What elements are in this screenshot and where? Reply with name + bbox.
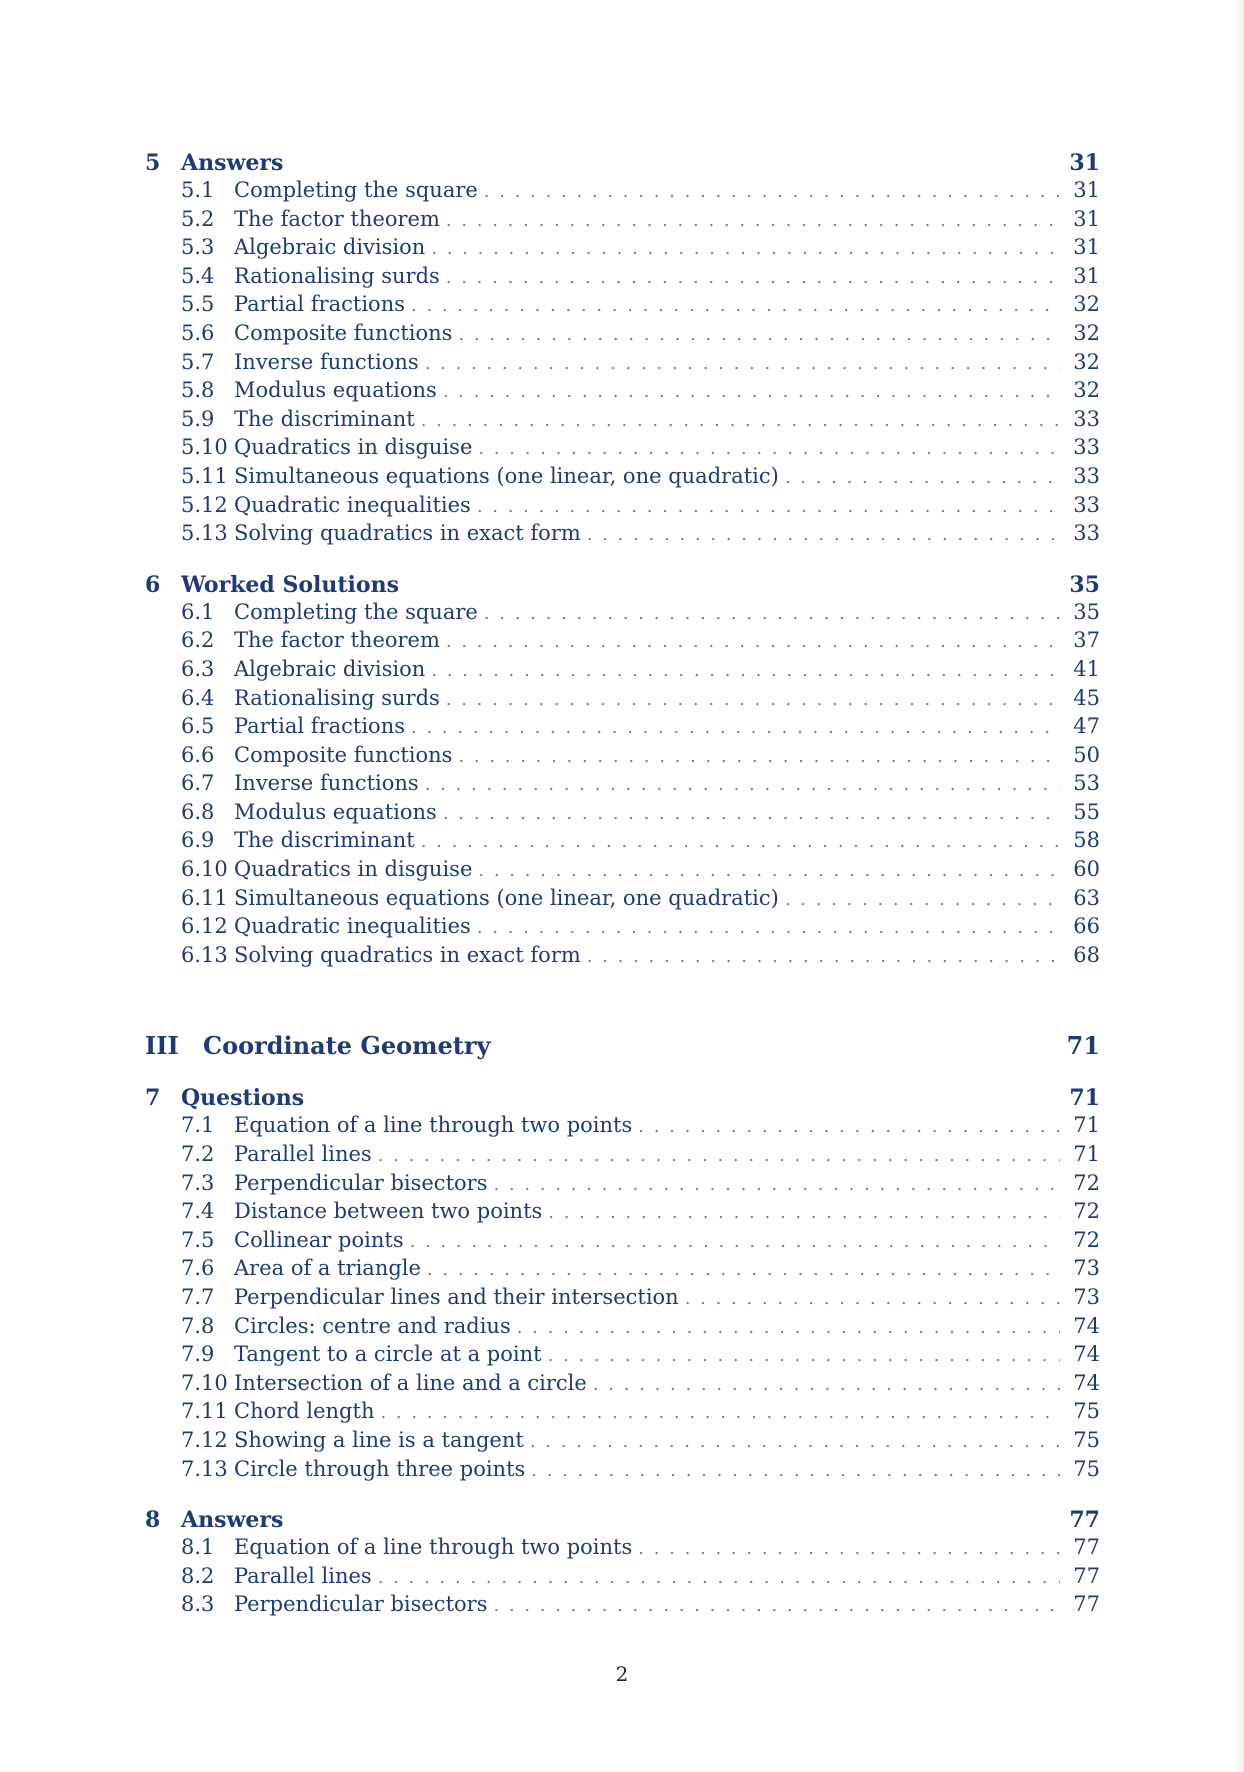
- toc-section-entry[interactable]: [145, 886, 1100, 915]
- section-title: Circle through three points: [234, 1456, 526, 1481]
- toc-group-part-iii: [145, 1085, 1100, 1621]
- section-number: 5.4: [181, 263, 215, 288]
- section-page-number: 58: [1073, 828, 1100, 853]
- section-title: Parallel lines: [234, 1142, 372, 1167]
- section-page-number: 72: [1073, 1199, 1100, 1224]
- section-page-number: 53: [1073, 771, 1100, 796]
- section-number: 7.5: [181, 1227, 215, 1252]
- section-page-number: 35: [1073, 599, 1100, 624]
- section-page-number: 32: [1073, 349, 1100, 374]
- dot-leader: [530, 1431, 1060, 1452]
- section-number: 8.3: [181, 1592, 215, 1617]
- dot-leader: [446, 267, 1060, 288]
- section-number: 5.3: [181, 235, 215, 260]
- section-number: 6.8: [181, 799, 215, 824]
- section-page-number: 33: [1073, 406, 1100, 431]
- toc-chapter: [145, 1507, 1100, 1621]
- chapter-title: Answers: [181, 1507, 284, 1534]
- section-page-number: 75: [1073, 1399, 1100, 1424]
- toc-section-entry[interactable]: [145, 435, 1100, 464]
- section-title: Partial fractions: [234, 714, 406, 739]
- section-page-number: 55: [1073, 799, 1100, 824]
- section-title: Rationalising surds: [234, 263, 440, 288]
- toc-section-entry[interactable]: [145, 264, 1100, 293]
- section-number: 5.1: [181, 178, 215, 202]
- dot-leader: [427, 1259, 1060, 1280]
- dot-leader: [638, 1538, 1060, 1559]
- dot-leader: [446, 631, 1060, 652]
- dot-leader: [378, 1145, 1060, 1166]
- toc-section-entry[interactable]: [145, 1228, 1100, 1257]
- section-number: 6.10: [181, 857, 228, 882]
- dot-leader: [478, 438, 1060, 459]
- dot-leader: [410, 1231, 1060, 1252]
- dot-leader: [593, 1374, 1060, 1395]
- chapter-number: 6: [145, 571, 161, 598]
- section-number: 5.8: [181, 378, 215, 403]
- dot-leader: [443, 803, 1060, 824]
- toc-section-entry[interactable]: [145, 493, 1100, 522]
- section-number: 6.3: [181, 656, 215, 681]
- section-number: 6.4: [181, 685, 215, 710]
- toc-section-entry[interactable]: [145, 743, 1100, 772]
- section-number: 7.6: [181, 1256, 215, 1281]
- section-title: Tangent to a circle at a point: [234, 1342, 542, 1367]
- section-page-number: 45: [1073, 685, 1100, 710]
- section-number: 7.3: [181, 1170, 215, 1195]
- chapter-title: Worked Solutions: [181, 571, 399, 598]
- toc-section-entry[interactable]: [145, 628, 1100, 657]
- toc-section-entry[interactable]: [145, 1428, 1100, 1457]
- dot-leader: [484, 181, 1060, 202]
- dot-leader: [431, 238, 1060, 259]
- section-page-number: 60: [1073, 857, 1100, 882]
- part-number: III: [145, 1031, 179, 1061]
- section-title: Intersection of a line and a circle: [234, 1370, 587, 1395]
- chapter-title: Questions: [181, 1085, 305, 1112]
- toc-section-entry[interactable]: [145, 600, 1100, 629]
- toc-section-entry[interactable]: [145, 828, 1100, 857]
- section-page-number: 72: [1073, 1227, 1100, 1252]
- table-of-contents: [145, 150, 1100, 1621]
- section-title: Quadratic inequalities: [234, 492, 471, 517]
- section-number: 5.5: [181, 292, 215, 317]
- dot-leader: [493, 1174, 1060, 1195]
- section-number: 5.11: [181, 463, 228, 488]
- toc-section-entry[interactable]: [145, 1285, 1100, 1314]
- toc-section-entry[interactable]: [145, 1457, 1100, 1486]
- section-page-number: 37: [1073, 628, 1100, 653]
- section-title: The factor theorem: [234, 628, 440, 653]
- toc-section-entry[interactable]: [145, 657, 1100, 686]
- toc-section-entry[interactable]: [145, 521, 1100, 550]
- dot-leader: [425, 774, 1060, 795]
- toc-section-entry[interactable]: [145, 1171, 1100, 1200]
- section-page-number: 74: [1073, 1370, 1100, 1395]
- section-title: Equation of a line through two points: [234, 1113, 633, 1138]
- section-title: Collinear points: [234, 1227, 404, 1252]
- chapter-title: Answers: [181, 150, 284, 176]
- section-number: 7.1: [181, 1113, 215, 1138]
- section-title: Parallel lines: [234, 1563, 372, 1588]
- toc-section-entry[interactable]: [145, 1199, 1100, 1228]
- toc-section-entry[interactable]: [145, 943, 1100, 972]
- section-page-number: 31: [1073, 235, 1100, 260]
- section-page-number: 71: [1073, 1142, 1100, 1167]
- section-number: 5.10: [181, 435, 228, 460]
- toc-section-entry[interactable]: [145, 1399, 1100, 1428]
- section-title: Quadratic inequalities: [234, 914, 471, 939]
- dot-leader: [411, 295, 1060, 316]
- toc-section-entry[interactable]: [145, 350, 1100, 379]
- dot-leader: [548, 1345, 1060, 1366]
- dot-leader: [380, 1402, 1060, 1423]
- section-page-number: 47: [1073, 714, 1100, 739]
- dot-leader: [425, 353, 1060, 374]
- toc-chapter-entry[interactable]: [145, 572, 1100, 600]
- page-footer-number: 2: [615, 1662, 629, 1686]
- section-title: Algebraic division: [234, 656, 426, 681]
- dot-leader: [431, 660, 1060, 681]
- section-page-number: 31: [1073, 178, 1100, 202]
- section-page-number: 33: [1073, 492, 1100, 517]
- chapter-page-number: 31: [1069, 150, 1100, 176]
- toc-section-entry[interactable]: [145, 1142, 1100, 1171]
- section-page-number: 72: [1073, 1170, 1100, 1195]
- section-title: Perpendicular bisectors: [234, 1592, 488, 1617]
- section-title: Completing the square: [234, 599, 478, 624]
- dot-leader: [685, 1288, 1060, 1309]
- toc-chapter: [145, 150, 1100, 550]
- section-title: The discriminant: [234, 406, 415, 431]
- section-page-number: 66: [1073, 914, 1100, 939]
- toc-chapter: [145, 572, 1100, 972]
- section-page-number: 31: [1073, 263, 1100, 288]
- toc-section-entry[interactable]: [145, 857, 1100, 886]
- section-number: 5.6: [181, 320, 215, 345]
- section-title: The discriminant: [234, 828, 415, 853]
- section-number: 6.9: [181, 828, 215, 853]
- section-page-number: 50: [1073, 742, 1100, 767]
- section-page-number: 33: [1073, 521, 1100, 546]
- section-number: 8.1: [181, 1535, 215, 1560]
- section-title: Modulus equations: [234, 378, 437, 403]
- section-title: Solving quadratics in exact form: [234, 521, 581, 546]
- section-page-number: 32: [1073, 378, 1100, 403]
- section-number: 7.9: [181, 1342, 215, 1367]
- toc-section-entry[interactable]: [145, 1535, 1100, 1564]
- section-number: 6.13: [181, 942, 228, 967]
- toc-section-entry[interactable]: [145, 686, 1100, 715]
- toc-section-entry[interactable]: [145, 378, 1100, 407]
- section-title: Simultaneous equations (one linear, one quadratic): [234, 463, 779, 488]
- section-number: 6.2: [181, 628, 215, 653]
- section-number: 7.10: [181, 1370, 228, 1395]
- toc-section-entry[interactable]: [145, 407, 1100, 436]
- dot-leader: [638, 1116, 1060, 1137]
- section-page-number: 75: [1073, 1427, 1100, 1452]
- dot-leader: [446, 689, 1060, 710]
- section-number: 7.7: [181, 1285, 215, 1309]
- toc-section-entry[interactable]: [145, 1256, 1100, 1285]
- toc-section-entry[interactable]: [145, 771, 1100, 800]
- section-number: 7.4: [181, 1199, 215, 1224]
- section-number: 6.12: [181, 914, 228, 939]
- section-number: 7.13: [181, 1456, 228, 1481]
- section-page-number: 63: [1073, 885, 1100, 910]
- section-number: 5.7: [181, 349, 215, 374]
- chapter-number: 8: [145, 1507, 161, 1534]
- section-number: 6.7: [181, 771, 215, 796]
- section-title: Equation of a line through two points: [234, 1535, 633, 1560]
- dot-leader: [517, 1317, 1060, 1338]
- toc-chapter-entry[interactable]: [145, 1507, 1100, 1535]
- section-title: Quadratics in disguise: [234, 857, 473, 882]
- toc-section-entry[interactable]: [145, 1314, 1100, 1343]
- section-page-number: 73: [1073, 1285, 1100, 1309]
- section-title: Circles: centre and radius: [234, 1313, 511, 1338]
- dot-leader: [478, 860, 1060, 881]
- section-number: 5.13: [181, 521, 228, 546]
- dot-leader: [587, 946, 1060, 967]
- section-title: Perpendicular lines and their intersection: [234, 1285, 679, 1309]
- section-number: 6.11: [181, 885, 228, 910]
- toc-part-entry[interactable]: [145, 1031, 1100, 1065]
- section-title: Partial fractions: [234, 292, 406, 317]
- section-title: Inverse functions: [234, 771, 419, 796]
- dot-leader: [446, 210, 1060, 231]
- part-page-number: 71: [1066, 1031, 1100, 1061]
- dot-leader: [378, 1567, 1060, 1588]
- section-number: 5.2: [181, 206, 215, 231]
- section-page-number: 74: [1073, 1313, 1100, 1338]
- dot-leader: [477, 496, 1060, 517]
- section-page-number: 32: [1073, 320, 1100, 345]
- toc-section-entry[interactable]: [145, 235, 1100, 264]
- dot-leader: [477, 917, 1060, 938]
- dot-leader: [421, 831, 1060, 852]
- dot-leader: [587, 524, 1060, 545]
- section-number: 7.11: [181, 1399, 228, 1424]
- part-title: Coordinate Geometry: [203, 1031, 491, 1061]
- dot-leader: [484, 603, 1060, 624]
- toc-section-entry[interactable]: [145, 292, 1100, 321]
- dot-leader: [458, 746, 1060, 767]
- chapter-number: 5: [145, 150, 161, 176]
- toc-chapter-entry[interactable]: [145, 1085, 1100, 1113]
- section-title: Composite functions: [234, 742, 453, 767]
- section-page-number: 74: [1073, 1342, 1100, 1367]
- section-page-number: 73: [1073, 1256, 1100, 1281]
- section-page-number: 77: [1073, 1592, 1100, 1617]
- section-page-number: 68: [1073, 942, 1100, 967]
- section-title: Composite functions: [234, 320, 453, 345]
- toc-section-entry[interactable]: [145, 1564, 1100, 1593]
- dot-leader: [411, 717, 1060, 738]
- toc-group-part-ii: [145, 150, 1100, 971]
- section-title: Showing a line is a tangent: [234, 1427, 524, 1452]
- dot-leader: [458, 324, 1060, 345]
- dot-leader: [493, 1595, 1060, 1616]
- section-page-number: 31: [1073, 206, 1100, 231]
- section-title: Simultaneous equations (one linear, one quadratic): [234, 885, 779, 910]
- dot-leader: [785, 889, 1060, 910]
- toc-section-entry[interactable]: [145, 207, 1100, 236]
- section-title: Modulus equations: [234, 799, 437, 824]
- dot-leader: [531, 1460, 1060, 1481]
- section-title: Inverse functions: [234, 349, 419, 374]
- section-title: Distance between two points: [234, 1199, 543, 1224]
- section-title: Rationalising surds: [234, 685, 440, 710]
- toc-section-entry[interactable]: [145, 1113, 1100, 1142]
- dot-leader: [785, 467, 1060, 488]
- section-number: 6.6: [181, 742, 215, 767]
- toc-section-entry[interactable]: [145, 1342, 1100, 1371]
- toc-section-entry[interactable]: [145, 800, 1100, 829]
- section-title: Solving quadratics in exact form: [234, 942, 581, 967]
- chapter-number: 7: [145, 1085, 161, 1112]
- section-page-number: 77: [1073, 1563, 1100, 1588]
- section-page-number: 71: [1073, 1113, 1100, 1138]
- toc-section-entry[interactable]: [145, 1592, 1100, 1621]
- chapter-page-number: 71: [1069, 1085, 1100, 1112]
- dot-leader: [548, 1202, 1060, 1223]
- section-title: Chord length: [234, 1399, 375, 1424]
- section-page-number: 77: [1073, 1535, 1100, 1560]
- section-page-number: 33: [1073, 463, 1100, 488]
- dot-leader: [421, 410, 1060, 431]
- section-page-number: 32: [1073, 292, 1100, 317]
- dot-leader: [443, 381, 1060, 402]
- section-title: Algebraic division: [234, 235, 426, 260]
- toc-chapter: [145, 1085, 1100, 1485]
- section-title: Perpendicular bisectors: [234, 1170, 488, 1195]
- section-number: 5.12: [181, 492, 228, 517]
- section-page-number: 33: [1073, 435, 1100, 460]
- section-number: 6.1: [181, 599, 215, 624]
- toc-section-entry[interactable]: [145, 464, 1100, 493]
- toc-section-entry[interactable]: [145, 1371, 1100, 1400]
- section-page-number: 41: [1073, 656, 1100, 681]
- toc-section-entry[interactable]: [145, 321, 1100, 350]
- section-number: 7.8: [181, 1313, 215, 1338]
- section-number: 5.9: [181, 406, 215, 431]
- section-page-number: 75: [1073, 1456, 1100, 1481]
- section-number: 7.12: [181, 1427, 228, 1452]
- section-title: Completing the square: [234, 178, 478, 202]
- section-title: The factor theorem: [234, 206, 440, 231]
- toc-chapter-entry[interactable]: [145, 150, 1100, 178]
- section-title: Area of a triangle: [234, 1256, 421, 1281]
- section-title: Quadratics in disguise: [234, 435, 473, 460]
- section-number: 8.2: [181, 1563, 215, 1588]
- chapter-page-number: 77: [1069, 1507, 1100, 1534]
- toc-section-entry[interactable]: [145, 714, 1100, 743]
- section-number: 6.5: [181, 714, 215, 739]
- toc-section-entry[interactable]: [145, 178, 1100, 207]
- section-number: 7.2: [181, 1142, 215, 1167]
- chapter-page-number: 35: [1069, 571, 1100, 598]
- toc-section-entry[interactable]: [145, 914, 1100, 943]
